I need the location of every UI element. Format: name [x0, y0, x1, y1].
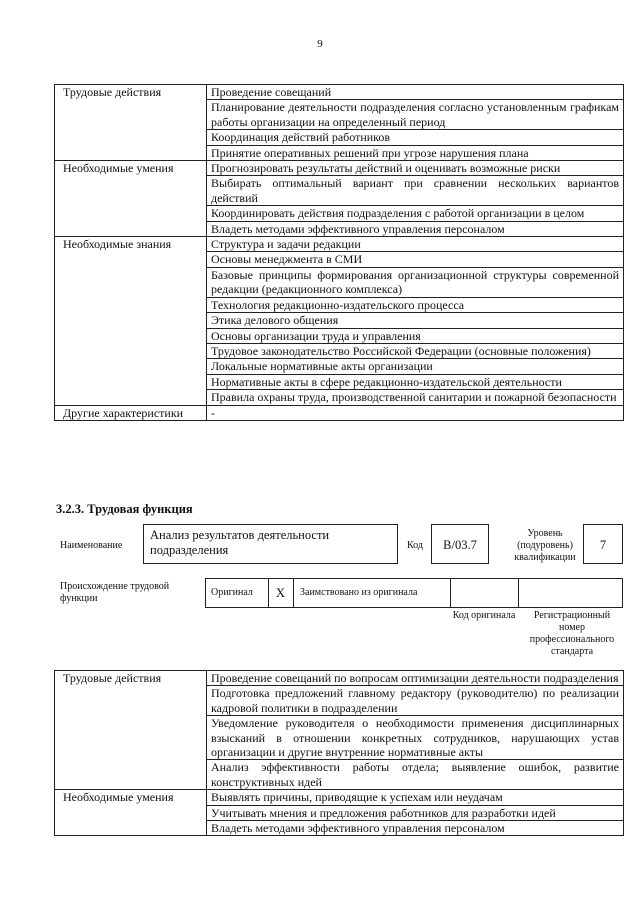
labor-function-table-2 — [54, 670, 624, 836]
level-field: 7 — [583, 524, 623, 564]
row-item: Подготовка предложений главному редактору (руководителю) по реализации кадровой политики в подразделении — [207, 686, 624, 716]
row-item: Правила охраны труда, производственной санитарии и пожарной безопасности — [207, 390, 624, 405]
table-row — [55, 161, 624, 176]
row-item: Основы менеджмента в СМИ — [207, 252, 624, 267]
reg-number-label: Регистрационный номер профессионального стандарта — [529, 610, 615, 657]
row-item: Принятие оперативных решений при угрозе нарушения плана — [207, 145, 624, 160]
row-item: Выявлять причины, приводящие к успехам или неудачам — [207, 790, 624, 805]
row-item: Уведомление руководителя о необходимости применения дисциплинарных взысканий в отношении конкретных сотрудников, нарушающих устав организации и другие внутренние нормативные акты — [207, 716, 624, 760]
row-item: Владеть методами эффективного управления персоналом — [207, 821, 624, 836]
level-label: Уровень (подуровень) квалификации — [514, 528, 576, 563]
page-number: 9 — [317, 38, 323, 50]
table-row — [55, 790, 624, 805]
table-row — [55, 85, 624, 100]
origin-label: Происхождение трудовой функции — [60, 581, 170, 604]
name-label: Наименование — [60, 540, 123, 551]
borrowed-label: Заимствовано из оригинала — [300, 587, 418, 598]
row-label: Необходимые умения — [55, 161, 207, 237]
row-item: Этика делового общения — [207, 313, 624, 328]
code-original-label: Код оригинала — [452, 610, 516, 621]
row-label: Необходимые знания — [55, 237, 207, 405]
row-item: Координация действий работников — [207, 130, 624, 145]
row-item: Координировать действия подразделения с работой организации в целом — [207, 206, 624, 221]
row-item: Учитывать мнения и предложения работников для разработки идей — [207, 805, 624, 820]
original-mark: X — [275, 585, 286, 600]
table-row — [55, 237, 624, 252]
code-label: Код — [407, 540, 423, 551]
row-item: Владеть методами эффективного управления персоналом — [207, 221, 624, 236]
row-label: Необходимые умения — [55, 790, 207, 836]
function-code-field: B/03.7 — [431, 524, 489, 564]
row-item: - — [207, 405, 624, 420]
row-item: Проведение совещаний — [207, 85, 624, 100]
row-label: Другие характеристики — [55, 405, 207, 420]
row-item: Нормативные акты в сфере редакционно-издательской деятельности — [207, 374, 624, 389]
labor-function-table-1 — [54, 84, 624, 421]
row-item: Планирование деятельности подразделения согласно установленным графикам работы организации на определенный период — [207, 100, 624, 130]
function-name-field: Анализ результатов деятельности подразделения — [143, 524, 398, 564]
row-item: Выбирать оптимальный вариант при сравнении нескольких вариантов действий — [207, 176, 624, 206]
origin-divider — [450, 578, 451, 608]
original-label: Оригинал — [211, 587, 253, 598]
section-title: 3.2.3. Трудовая функция — [56, 502, 193, 516]
row-item: Основы организации труда и управления — [207, 328, 624, 343]
table-row — [55, 671, 624, 686]
row-item: Трудовое законодательство Российской Федерации (основные положения) — [207, 343, 624, 358]
row-item: Локальные нормативные акты организации — [207, 359, 624, 374]
row-label: Трудовые действия — [55, 671, 207, 790]
origin-divider — [293, 578, 294, 608]
row-label: Трудовые действия — [55, 85, 207, 161]
row-item: Анализ эффективности работы отдела; выявление ошибок, развитие конструктивных идей — [207, 760, 624, 790]
row-item: Базовые принципы формирования организационной структуры современной редакции (редакционного комплекса) — [207, 267, 624, 297]
table-row — [55, 405, 624, 420]
row-item: Технология редакционно-издательского процесса — [207, 297, 624, 312]
row-item: Структура и задачи редакции — [207, 237, 624, 252]
row-item: Прогнозировать результаты действий и оценивать возможные риски — [207, 161, 624, 176]
origin-divider — [518, 578, 519, 608]
row-item: Проведение совещаний по вопросам оптимизации деятельности подразделения — [207, 671, 624, 686]
